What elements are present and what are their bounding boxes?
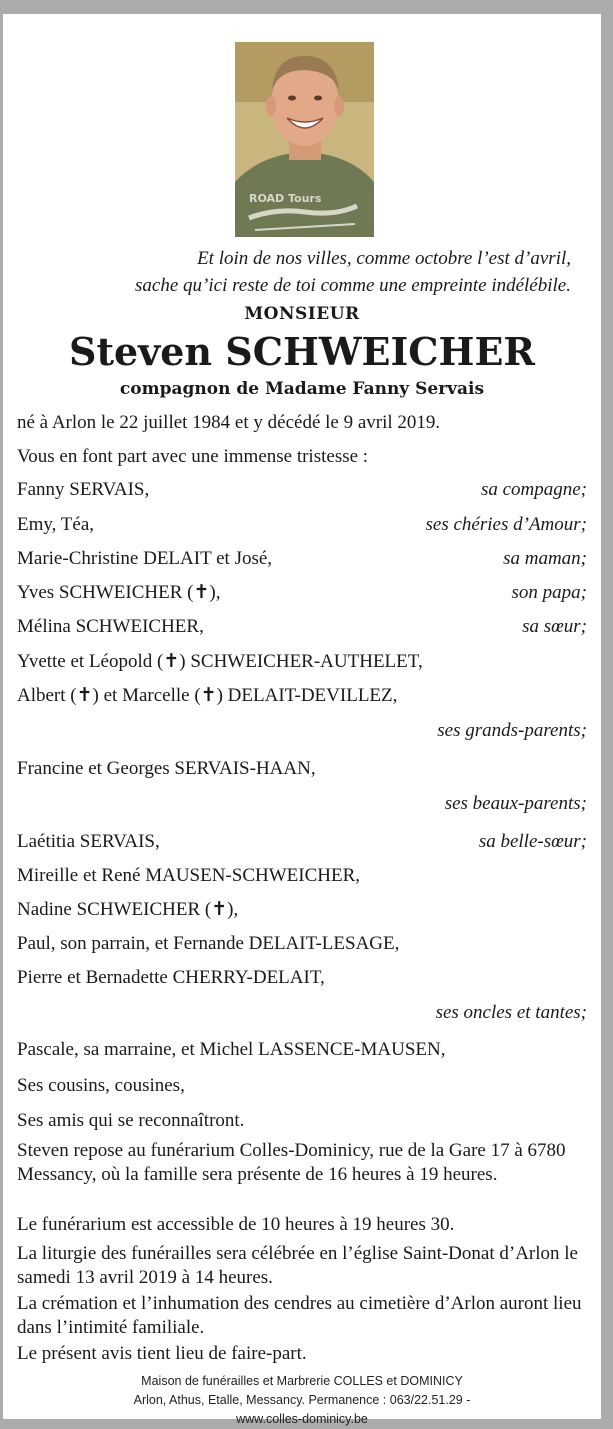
- family-row: [17, 684, 587, 708]
- family-member-name: Yvette et Léopold (✝) SCHWEICHER-AUTHELET,: [17, 651, 423, 672]
- deceased-name: Steven SCHWEICHER: [69, 329, 535, 374]
- family-member-name: Paul, son parrain, et Fernande DELAIT-LESAGE,: [17, 933, 400, 954]
- family-row: [17, 513, 587, 537]
- companion-line: compagnon de Madame Fanny Servais: [119, 379, 485, 399]
- family-row: [17, 1038, 587, 1062]
- family-row: [17, 650, 587, 674]
- family-member-name: Yves SCHWEICHER (✝),: [17, 582, 221, 603]
- family-member-name: Ses amis qui se reconnaîtront.: [17, 1110, 245, 1131]
- shirt-print-road: ROAD Tours: [249, 192, 322, 205]
- family-member-name: Mireille et René MAUSEN-SCHWEICHER,: [17, 865, 361, 886]
- family-member-name: Nadine SCHWEICHER (✝),: [17, 899, 239, 920]
- family-member-name: Ses cousins, cousines,: [17, 1075, 185, 1096]
- paragraph-repose: Steven repose au funérarium Colles-Dominicy, rue de la Gare 17 à 6780 Messancy, où la famille sera présente de 16 heures à 19 heures.: [17, 1140, 566, 1185]
- family-row: [17, 830, 587, 854]
- family-row: [17, 719, 587, 743]
- footer-website-link[interactable]: www.colles-dominicy.be: [236, 1412, 368, 1426]
- birth-death-line: né à Arlon le 22 juillet 1984 et y décédé le 9 avril 2019.: [17, 412, 441, 433]
- family-row: [17, 864, 587, 888]
- family-row: [17, 898, 587, 922]
- family-member-name: Pierre et Bernadette CHERRY-DELAIT,: [17, 967, 325, 988]
- quote-line-2: sache qu’ici reste de toi comme une empreinte indélébile.: [135, 275, 571, 296]
- intro-line: Vous en font part avec une immense tristesse :: [17, 446, 369, 467]
- family-row: [17, 757, 587, 781]
- family-relation: ses grands-parents;: [437, 720, 587, 741]
- quote-line-1: Et loin de nos villes, comme octobre l’est d’avril,: [197, 248, 571, 269]
- family-relation: son papa;: [511, 582, 587, 603]
- family-member-name: Emy, Téa,: [17, 514, 95, 535]
- footer-line-2: Arlon, Athus, Etalle, Messancy. Permanence : 063/22.51.29 -: [133, 1393, 471, 1407]
- family-row: [17, 966, 587, 990]
- family-row: [17, 1001, 587, 1025]
- funeral-home-footer: [3, 1372, 601, 1429]
- epitaph-quote: [11, 245, 571, 299]
- obituary-notice: [3, 14, 601, 1426]
- family-member-name: Albert (✝) et Marcelle (✝) DELAIT-DEVILLEZ,: [17, 685, 398, 706]
- family-member-name: Fanny SERVAIS,: [17, 479, 150, 500]
- paragraph-liturgy: La liturgie des funérailles sera célébrée en l’église Saint-Donat d’Arlon le samedi 13 avril 2019 à 14 heures.: [17, 1243, 578, 1288]
- family-row: [17, 1109, 587, 1133]
- footer-line-1: Maison de funérailles et Marbrerie COLLES et DOMINICY: [141, 1374, 463, 1388]
- family-relation: sa maman;: [503, 548, 587, 569]
- family-relation: ses chéries d’Amour;: [425, 514, 587, 535]
- family-member-name: Laétitia SERVAIS,: [17, 831, 160, 852]
- family-row: [17, 478, 587, 502]
- paragraph-cremation: La crémation et l’inhumation des cendres au cimetière d’Arlon auront lieu dans l’intimité familiale.: [17, 1293, 582, 1338]
- paragraph-hours: Le funérarium est accessible de 10 heures à 19 heures 30.: [17, 1214, 455, 1235]
- family-member-name: Mélina SCHWEICHER,: [17, 616, 204, 637]
- family-relation: sa belle-sœur;: [478, 831, 587, 852]
- family-relation: sa sœur;: [522, 616, 587, 637]
- family-member-name: Francine et Georges SERVAIS-HAAN,: [17, 758, 316, 779]
- paragraph-notice: Le présent avis tient lieu de faire-part.: [17, 1343, 307, 1364]
- family-row: [17, 547, 587, 571]
- family-relation: sa compagne;: [480, 479, 587, 500]
- family-row: [17, 932, 587, 956]
- honorific-title: MONSIEUR: [244, 304, 360, 324]
- family-relation: ses beaux-parents;: [444, 793, 587, 814]
- family-row: [17, 615, 587, 639]
- family-relation: ses oncles et tantes;: [435, 1002, 587, 1023]
- family-row: [17, 581, 587, 605]
- family-member-name: Pascale, sa marraine, et Michel LASSENCE-MAUSEN,: [17, 1039, 446, 1060]
- family-row: [17, 792, 587, 816]
- portrait-photo: [235, 42, 374, 237]
- family-member-name: Marie-Christine DELAIT et José,: [17, 548, 273, 569]
- family-row: [17, 1074, 587, 1098]
